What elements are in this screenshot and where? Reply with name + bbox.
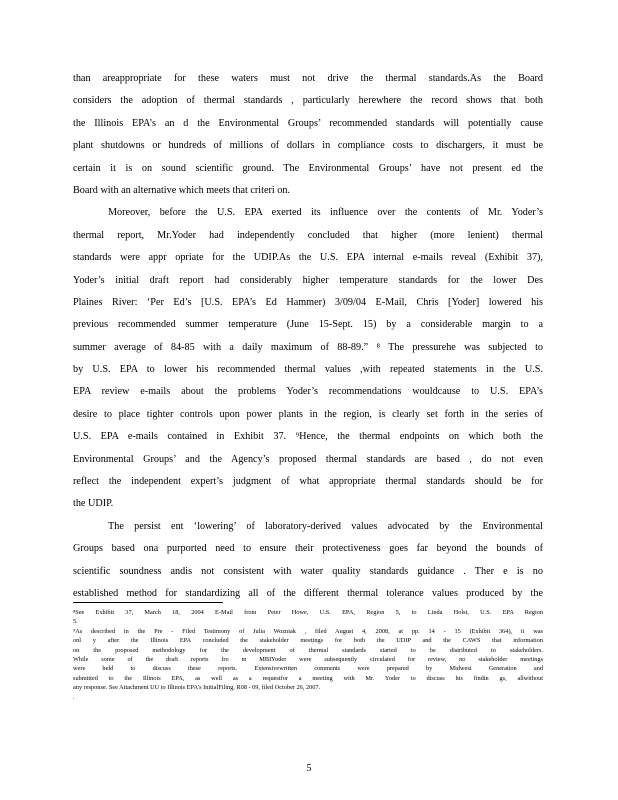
body-line: The persist ent ‘lowering’ of laboratory-derived values advocated by the Environmental bbox=[108, 520, 543, 532]
body-line: desire to place tighter controls upon power plants in the region, is clearly set forth in the series of bbox=[73, 408, 543, 420]
footnote-line: ⁹As described in the Pre - Filed Testimony of Julia Wozniak , filed August 4, 2008, at pp. 14 - 15 (Exhibit 364), it was bbox=[73, 627, 543, 635]
body-line: established method for standardizing all of the different thermal tolerance values produced by the bbox=[73, 587, 543, 599]
body-line: Plaines River: ‘Per Ed’s [U.S. EPA’s Ed Hammer) 3/09/04 E-Mail, Chris [Yoder] lowered his bbox=[73, 296, 543, 308]
body-line: standards were appr opriate for the UDIP.As the U.S. EPA internal e-mails reveal (Exhibit 37), bbox=[73, 252, 543, 264]
body-line: previous recommended summer temperature (June 15-Sept. 15) by a considerable margin to a bbox=[73, 319, 543, 331]
body-line: certain it is on sound scientific ground. The Environmental Groups’ have not present ed the bbox=[73, 162, 543, 174]
body-line: by U.S. EPA to lower his recommended thermal values ,with repeated statements in the U.S. bbox=[73, 364, 543, 376]
body-line: than areappropriate for these waters must not drive the thermal standards.As the Board bbox=[73, 73, 543, 84]
footnote-line: were held to discuss these reports. Extensivewritten comments were prepared by Midwest Generation and bbox=[73, 665, 543, 673]
body-line: EPA review e-mails about the problems Yoder’s recommendations wouldcause to U.S. EPA’s bbox=[73, 386, 543, 398]
body-line: Board with an alternative which meets that criteri on. bbox=[73, 184, 290, 196]
body-line: considers the adoption of thermal standards , particularly herewhere the record shows that both bbox=[73, 95, 543, 107]
body-line: scientific soundness andis not consistent with water quality standards guidance . Ther e is no bbox=[73, 565, 543, 577]
body-line: reflect the independent expert’s judgment of what appropriate thermal standards should be for bbox=[73, 476, 543, 488]
footnote-line: While some of the draft reports fro m MBIYoder were subsequently circulated for review, no stakeholder meetings bbox=[73, 655, 543, 663]
body-line: Yoder’s initial draft report had considerably higher temperature standards for the lower Des bbox=[73, 274, 543, 286]
footnote-line: submitted to the Illinois EPA, as well as a requestfor a meeting with Mr. Yoder to discuss his findin gs, allwithout bbox=[73, 674, 543, 682]
footnote-line: any response. See Attachment UU to Illinois EPA's InitialFiling, R08 - 09, filed October 26, 2007. bbox=[73, 684, 321, 692]
body-line: plant shutdowns or hundreds of millions of dollars in compliance costs to dischargers, it must be bbox=[73, 140, 543, 152]
footnotes bbox=[73, 608, 543, 702]
footnote-separator bbox=[73, 602, 223, 603]
footnote-line: . bbox=[73, 693, 75, 701]
page-number: 5 bbox=[306, 763, 312, 774]
body-line: thermal report, Mr.Yoder had independently concluded that higher (more lenient) thermal bbox=[73, 229, 543, 241]
body-line: summer average of 84-85 with a daily maximum of 88-89.” ⁸ The pressurehe was subjected to bbox=[73, 341, 543, 353]
footnote-line: ⁸See Exhibit 37, March 18, 2004 E-Mail from Peter Howe, U.S. EPA, Region 5, to Linda Holst, U.S. EPA Region bbox=[73, 609, 543, 616]
body-line: the Illinois EPA’s an d the Environmental Groups’ recommended standards will potentially cause bbox=[73, 117, 543, 129]
body-text bbox=[73, 68, 543, 605]
footnote-line: onl y after the Illinois EPA concluded the stakeholder meetings for both the UDIP and the CAWS that information bbox=[73, 637, 543, 645]
body-line: the UDIP. bbox=[73, 498, 114, 510]
body-line: Environmental Groups’ and the Agency’s proposed thermal standards are based , do not even bbox=[73, 453, 543, 465]
body-line: Moreover, before the U.S. EPA exerted its influence over the contents of Mr. Yoder’s bbox=[108, 207, 543, 219]
body-line: Groups based ona purported need to ensure their protectiveness goes far beyond the bounds of bbox=[73, 543, 543, 555]
body-line: U.S. EPA e-mails contained in Exhibit 37. ⁹Hence, the thermal endpoints on which both the bbox=[73, 431, 543, 443]
footnote-line: on the proposed methodology for the development of thermal standards started to be distributed to stakeholders. bbox=[73, 646, 543, 654]
footnote-line: 5. bbox=[73, 618, 78, 626]
